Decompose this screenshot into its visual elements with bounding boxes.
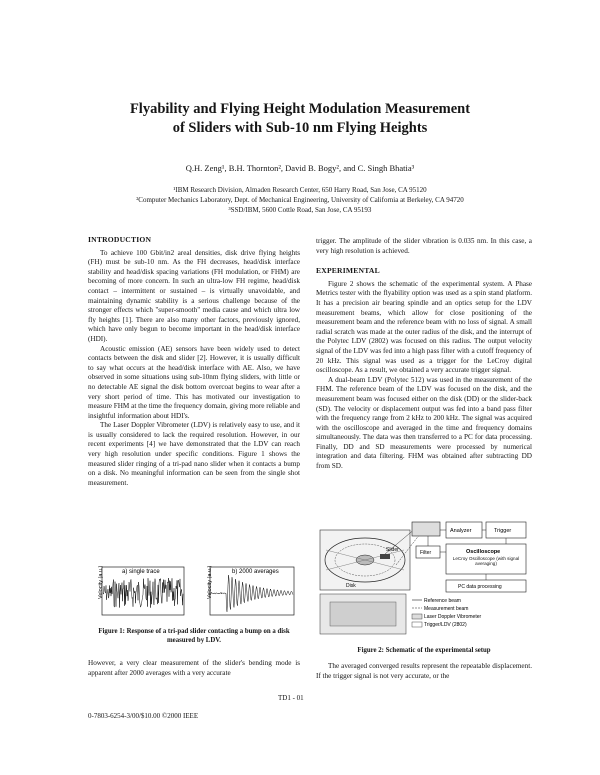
slider-label: Slider <box>386 547 399 553</box>
figure-1a-trace <box>103 578 183 608</box>
copyright-footer: 0-7803-6254-3/00/$10.00 ©2000 IEEE <box>88 712 199 720</box>
paper-title-line-2: of Sliders with Sub-10 nm Flying Heights <box>172 120 428 136</box>
disk-label: Disk <box>346 583 356 589</box>
figure-1a-panel <box>98 566 184 615</box>
right-column-continuation <box>316 662 532 681</box>
intro-paragraph-2: Acoustic emission (AE) sensors have been widely used to detect contacts between the disk and slider [2]. However, it is usually difficult to say what occurs at the head/disk interface with AE. Also, we have observed in some situations using sub-10nm flying sliders, with little or no detectable AE signal the disk bottom overcoat begins to wear after a very short period of time. This has motivated our investigation to measure FHM at the time the frequency domain, giving more reliable and insightful information about HDI's. <box>88 344 300 420</box>
analyzer-label: Analyzer <box>450 528 472 534</box>
trigger-label: Trigger <box>494 528 512 534</box>
left-column-continuation <box>88 659 300 678</box>
right-carry-text: trigger. The amplitude of the slider vibration is 0.035 nm. In this case, a very high resolution is achieved. <box>316 237 532 255</box>
page-number: TD1 - 01 <box>278 694 304 702</box>
author-list: Q.H. Zeng¹, B.H. Thornton², David B. Bogy², and C. Singh Bhatia³ <box>185 163 415 173</box>
left-column <box>88 235 300 488</box>
figure-2 <box>316 520 532 640</box>
figure-1-plots <box>88 562 300 622</box>
right-after-figure: The averaged converged results represent the repeatable displacement. If the trigger signal is not very accurate, or the <box>316 662 532 680</box>
figure-1 <box>88 562 300 622</box>
section-heading-introduction: INTRODUCTION <box>88 235 152 244</box>
ldv-head <box>412 522 440 536</box>
figure-2-caption: Figure 2: Schematic of the experimental setup <box>357 647 491 654</box>
section-heading-experimental: EXPERIMENTAL <box>316 266 380 276</box>
figure-1b-label: b) 2000 averages <box>232 569 279 575</box>
figure-1a-label: a) single trace <box>122 569 160 575</box>
disk-spindle-drawing <box>320 530 410 590</box>
filter-label: Filter <box>420 550 432 556</box>
experimental-paragraph-2: A dual-beam LDV (Polytec 512) was used in the measurement of the FHM. The reference beam of the LDV was focused on the disk, and the measurement beam was focused either on the disk (DD) or the slider-back (SD). The velocity or displacement output was fed into a band pass filter with the frequency range from 2 kHz to 200 kHz. The signal was acquired with the oscilloscope and averaged in the time and frequency domains simultaneously. The data was then transferred to a PC for data processing. Finally, DD and SD measurements were processed by numerical integration and data filtering. FHM was obtained after subtracting DD from SD. <box>316 375 532 471</box>
paper-title-line-1: Flyability and Flying Height Modulation Measurement <box>129 101 471 117</box>
figure-1b-ylabel: Velocity (a.u.) <box>207 565 213 599</box>
intro-after-figure: However, a very clear measurement of the slider's bending mode is apparent after 2000 averages with a very accurate <box>88 659 300 677</box>
right-column <box>316 237 532 472</box>
affiliation-1: ¹IBM Research Division, Almaden Research Center, 650 Harry Road, San Jose, CA 95120 <box>173 186 427 194</box>
experimental-paragraph-1: Figure 2 shows the schematic of the experimental system. A Phase Metrics tester with the flyability option was used as a spin stand platform. It has a precision air bearing spindle and an optics setup for the LDV measurement beams, which allow for close positioning of the measurement beam and the reference beam with no loss of signal. A small radial scratch was made at the outer radius of the disk, and the interrupt of the Polytec LDV (2802) was focused on this radius. The output velocity signal of the LDV was fed into a high pass filter with a cutoff frequency of 20 kHz. This signal was used as a trigger for the LeCroy digital oscilloscope. As a result, we obtained a very accurate trigger signal. <box>316 279 532 375</box>
legend-reference-beam: Reference beam <box>424 598 461 604</box>
figure-1b-trace <box>211 575 293 612</box>
figure-1a-ylabel: Velocity (a.u.) <box>98 565 104 599</box>
figure-1b-panel <box>207 566 294 615</box>
legend-measurement-beam: Measurement beam <box>424 606 469 612</box>
affiliation-2: ²Computer Mechanics Laboratory, Dept. of Mechanical Engineering, University of California at Berkeley, CA 94720 <box>136 196 464 204</box>
pc-label: PC data processing <box>458 584 502 590</box>
intro-paragraph-1: To achieve 100 Gbit/in2 areal densities, disk drive flying heights (FH) must be sub-10 nm. As the FH decreases, head/disk interface stability and head/disk spacing variations (FH modulation, or FHM) are becoming of more concern. In such an ultra-low FH regime, head/disk contact – intermittent or sustained – is virtually unavoidable, and maintaining dynamic stability is a serious challenge because of the stronger effects which "super-smooth" media cause and which ultra low fly heights [1]. There are also many other factors, previously ignored, which have only begun to become important in the head/disk interface (HDI). <box>88 248 300 343</box>
figure-1-caption: Figure 1: Response of a tri-pad slider contacting a bump on a disk measured by LDV. <box>98 628 290 644</box>
lecroy-label: LeCroy Oscilloscope (with signal averaging) <box>452 556 520 567</box>
legend-ldv: Laser Doppler Vibrometer <box>424 614 482 620</box>
figure-2-legend <box>412 598 481 628</box>
figure-2-schematic <box>316 520 532 640</box>
legend-trigger-ldv: Trigger/LDV (2802) <box>424 622 467 628</box>
intro-paragraph-3: The Laser Doppler Vibrometer (LDV) is relatively easy to use, and it is usually considered to lack the required resolution. However, in our recent experiments [4] we have demonstrated that the LDV can reach very high resolution under specific conditions. Figure 1 shows the measured slider ringing of a tri-pad nano slider when it contacts a bump on a disk. No meaningful information can be seen from the single shot measurement. <box>88 421 300 487</box>
oscilloscope-label: Oscilloscope <box>466 549 501 555</box>
affiliation-3: ³SSD/IBM, 5600 Cottle Road, San Jose, CA 95193 <box>228 206 372 214</box>
